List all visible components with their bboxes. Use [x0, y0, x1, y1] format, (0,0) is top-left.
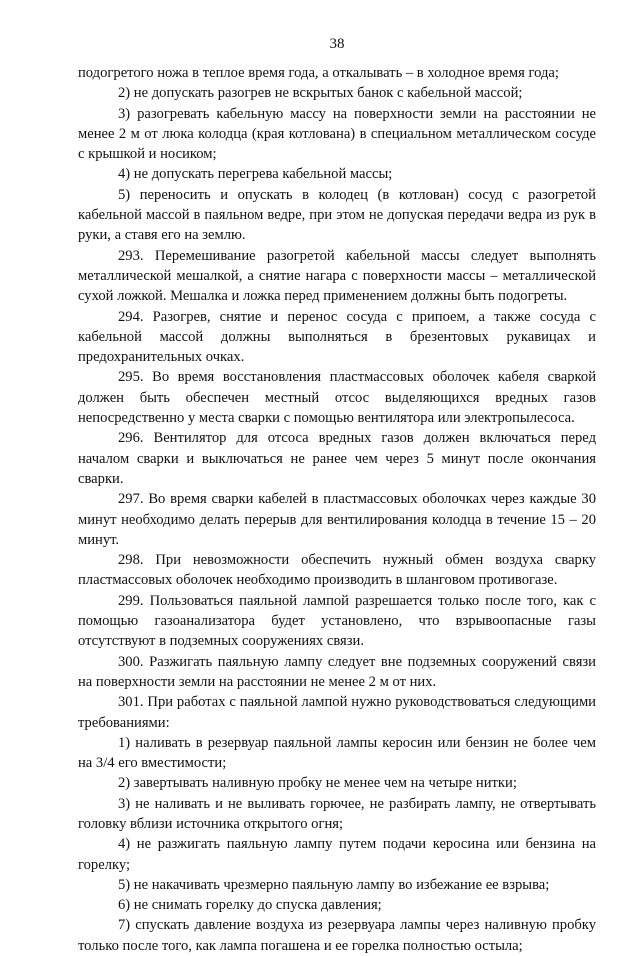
document-body — [78, 63, 596, 956]
paragraph: 3) не наливать и не выливать горючее, не разбирать лампу, не отвертывать головку вблизи источника открытого огня; — [78, 795, 596, 832]
paragraph: 294. Разогрев, снятие и перенос сосуда с припоем, а также сосуда с кабельной массой должны выполняться в брезентовых рукавицах и предохранительных очках. — [78, 308, 596, 366]
paragraph: 6) не снимать горелку до спуска давления; — [118, 897, 382, 914]
paragraph-continuation: подогретого ножа в теплое время года, а откалывать – в холодное время года; — [78, 65, 559, 81]
paragraph: 293. Перемешивание разогретой кабельной массы следует выполнять металлической мешалкой, а снятие нагара с поверхности массы – металлической сухой ложкой. Мешалка и ложка перед применением должны быть подогреты. — [78, 247, 596, 305]
page-number: 38 — [329, 36, 345, 52]
paragraph: 4) не допускать перегрева кабельной массы; — [118, 166, 393, 183]
paragraph: 2) не допускать разогрев не вскрытых банок с кабельной массой; — [118, 85, 523, 102]
paragraph: 5) переносить и опускать в колодец (в котлован) сосуд с разогретой кабельной массой в паяльном ведре, при этом не допуская передачи ведра из рук в руки, а ставя его на землю. — [78, 186, 596, 244]
paragraph: 297. Во время сварки кабелей в пластмассовых оболочках через каждые 30 минут необходимо делать перерыв для вентилирования колодца в течение 15 – 20 минут. — [78, 491, 596, 548]
paragraph: 5) не накачивать чрезмерно паяльную лампу во избежание ее взрыва; — [118, 876, 550, 893]
paragraph: 299. Пользоваться паяльной лампой разрешается только после того, как с помощью газоанализатора будет установлено, что взрывоопасные газы отсутствуют в подземных сооружениях связи. — [78, 592, 596, 650]
paragraph: 300. Разжигать паяльную лампу следует вне подземных сооружений связи на поверхности земли на расстоянии не менее 2 м от них. — [78, 653, 596, 690]
paragraph: 301. При работах с паяльной лампой нужно руководствоваться следующими требованиями: — [78, 694, 596, 731]
paragraph: 2) завертывать наливную пробку не менее чем на четыре нитки; — [118, 775, 517, 792]
paragraph: 7) спускать давление воздуха из резервуара лампы через наливную пробку только после того, как лампа погашена и ее горелка полностью остыла; — [78, 917, 596, 954]
paragraph: 4) не разжигать паяльную лампу путем подачи керосина или бензина на горелку; — [78, 836, 596, 873]
paragraph: 295. Во время восстановления пластмассовых оболочек кабеля сваркой должен быть обеспечен местный отсос выделяющихся вредных газов непосредственно у места сварки с помощью вентилятора или электропылесоса. — [78, 369, 596, 427]
paragraph: 296. Вентилятор для отсоса вредных газов должен включаться перед началом сварки и выключаться не ранее чем через 5 минут после окончания сварки. — [78, 430, 596, 487]
paragraph: 298. При невозможности обеспечить нужный обмен воздуха сварку пластмассовых оболочек необходимо производить в шланговом противогазе. — [78, 552, 596, 589]
paragraph: 1) наливать в резервуар паяльной лампы керосин или бензин не более чем на 3/4 его вместимости; — [78, 734, 596, 772]
paragraph: 3) разогревать кабельную массу на поверхности земли на расстоянии не менее 2 м от люка колодца (края котлована) в специальном металлическом сосуде с крышкой и носиком; — [78, 105, 596, 163]
